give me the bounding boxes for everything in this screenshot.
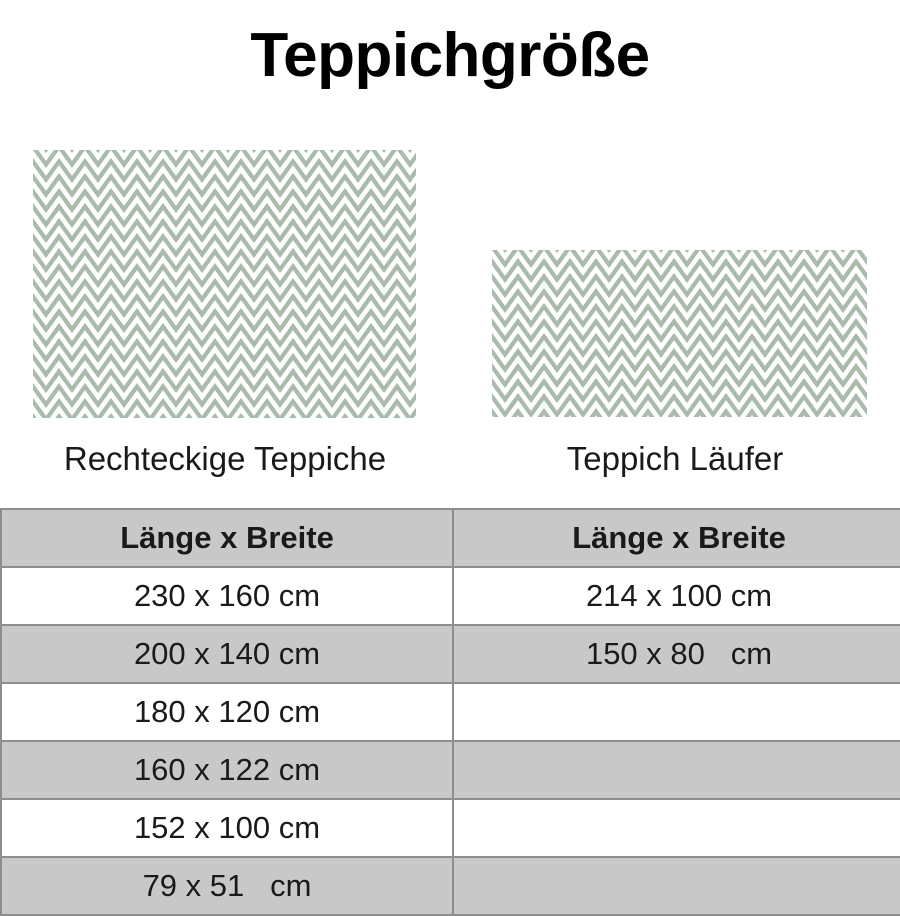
size-cell-runner-empty xyxy=(453,683,900,741)
size-cell-rectangular: 152 x 100 cm xyxy=(1,799,453,857)
rug-swatch-runner xyxy=(492,250,867,417)
caption-rectangular: Rechteckige Teppiche xyxy=(63,440,387,477)
size-cell-rectangular: 160 x 122 cm xyxy=(1,741,453,799)
size-cell-runner-empty xyxy=(453,857,900,915)
chevron-weave-pattern-icon xyxy=(492,250,867,417)
size-cell-rectangular: 200 x 140 cm xyxy=(1,625,453,683)
table-header-left: Länge x Breite xyxy=(1,509,453,567)
size-cell-runner: 214 x 100 cm xyxy=(453,567,900,625)
table-row xyxy=(1,741,900,799)
page-title: Teppichgröße xyxy=(250,21,650,90)
size-table xyxy=(0,508,900,916)
table-row xyxy=(1,857,900,915)
size-cell-rectangular: 79 x 51 cm xyxy=(1,857,453,915)
table-header-right: Länge x Breite xyxy=(453,509,900,567)
size-cell-runner-empty xyxy=(453,741,900,799)
table-row xyxy=(1,683,900,741)
table-row xyxy=(1,799,900,857)
caption-runner: Teppich Läufer xyxy=(566,440,784,477)
table-row xyxy=(1,567,900,625)
chevron-weave-pattern-icon xyxy=(33,150,416,418)
size-cell-rectangular: 180 x 120 cm xyxy=(1,683,453,741)
rug-swatch-rectangular xyxy=(33,150,416,418)
size-cell-runner-empty xyxy=(453,799,900,857)
size-cell-runner: 150 x 80 cm xyxy=(453,625,900,683)
size-cell-rectangular: 230 x 160 cm xyxy=(1,567,453,625)
table-row xyxy=(1,625,900,683)
table-header-row xyxy=(1,509,900,567)
